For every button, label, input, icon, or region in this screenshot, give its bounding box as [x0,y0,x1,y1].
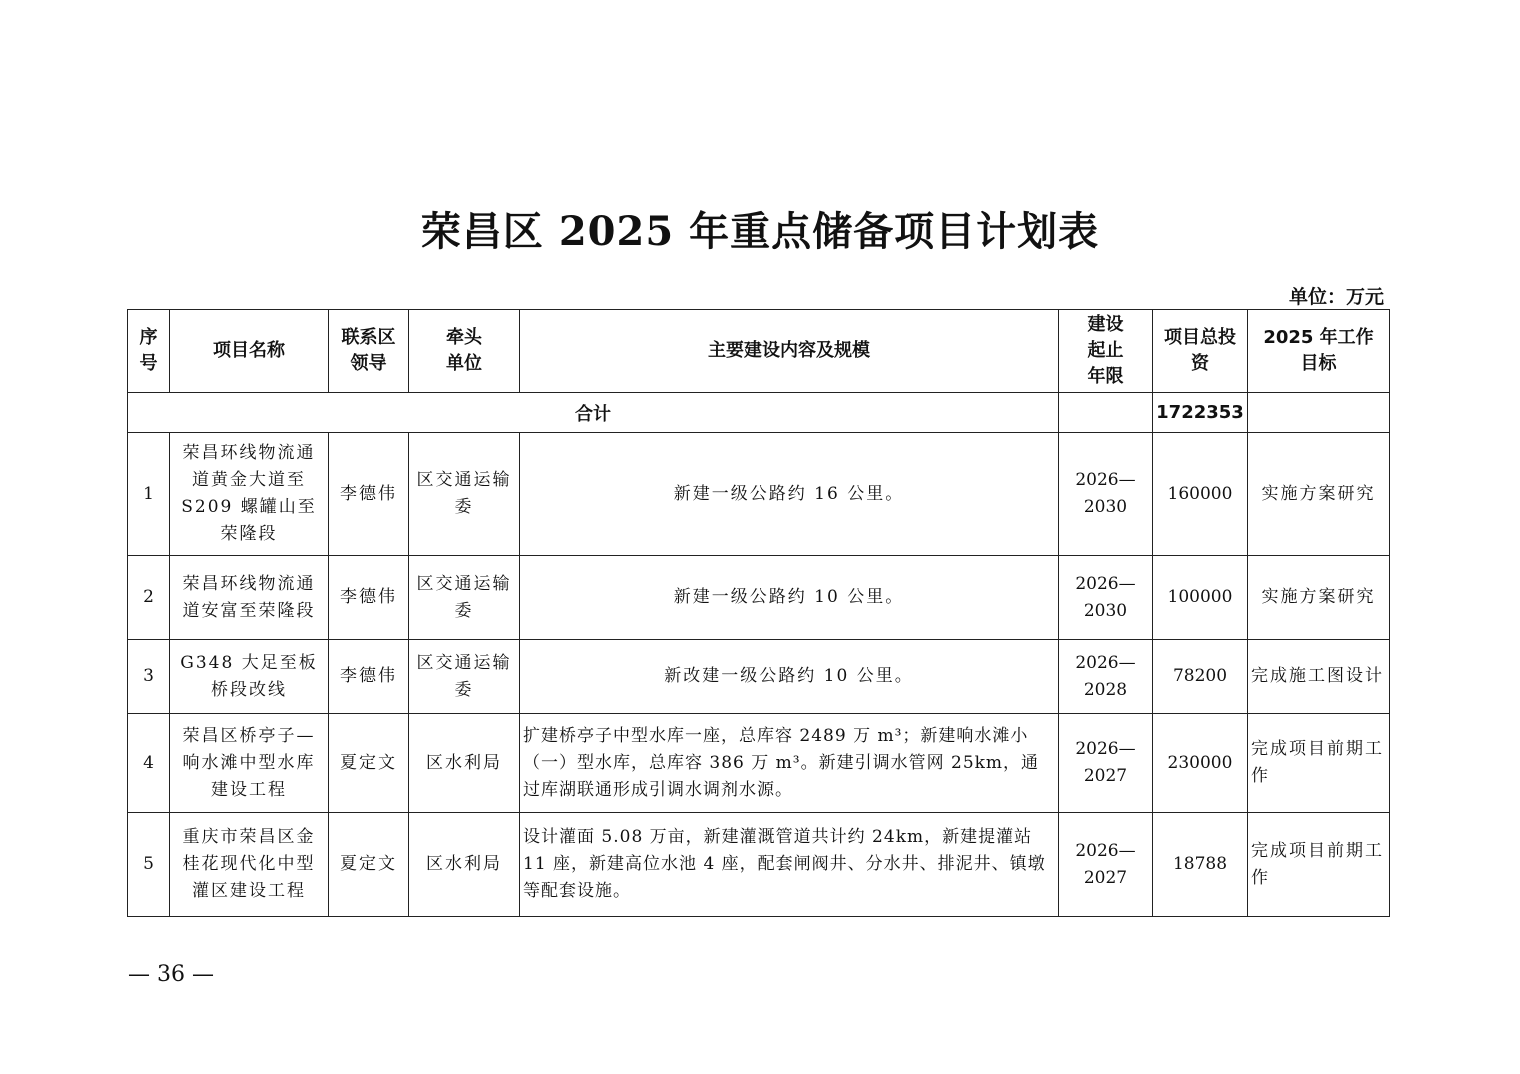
row-content: 新建一级公路约 16 公里。 [520,433,1059,556]
header-name: 项目名称 [170,310,329,393]
row-investment: 230000 [1153,714,1248,813]
row-unit: 区水利局 [409,714,520,813]
page-title: 荣昌区 2025 年重点储备项目计划表 [420,208,1100,255]
row-content: 新改建一级公路约 10 公里。 [520,640,1059,714]
row-leader: 夏定文 [329,813,409,917]
row-name: 荣昌区桥亭子—响水滩中型水库建设工程 [170,714,329,813]
project-plan-table [127,309,1390,917]
unit-label: 单位：万元 [1288,286,1384,308]
row-leader: 李德伟 [329,433,409,556]
header-goal: 2025 年工作目标 [1248,310,1390,393]
table-row [128,813,1390,917]
row-name: 荣昌环线物流通道安富至荣隆段 [170,556,329,640]
row-goal: 实施方案研究 [1248,556,1390,640]
summary-period-empty [1059,393,1153,433]
row-investment: 78200 [1153,640,1248,714]
row-investment: 160000 [1153,433,1248,556]
table-row [128,714,1390,813]
row-name: 荣昌环线物流通道黄金大道至S209 螺罐山至荣隆段 [170,433,329,556]
row-content: 新建一级公路约 10 公里。 [520,556,1059,640]
row-seq: 3 [128,640,170,714]
row-period: 2026—2027 [1059,714,1153,813]
row-unit: 区交通运输委 [409,556,520,640]
row-seq: 4 [128,714,170,813]
summary-goal-empty [1248,393,1390,433]
header-seq: 序号 [128,310,170,393]
row-unit: 区水利局 [409,813,520,917]
row-goal: 完成项目前期工作 [1248,714,1390,813]
row-goal: 完成施工图设计 [1248,640,1390,714]
page-number: — 36 — [128,962,214,987]
row-period: 2026—2028 [1059,640,1153,714]
header-leader: 联系区领导 [329,310,409,393]
row-investment: 100000 [1153,556,1248,640]
summary-total: 1722353 [1153,393,1248,433]
row-unit: 区交通运输委 [409,640,520,714]
table-row [128,640,1390,714]
row-seq: 1 [128,433,170,556]
row-unit: 区交通运输委 [409,433,520,556]
row-goal: 完成项目前期工作 [1248,813,1390,917]
header-row [128,310,1390,393]
row-seq: 2 [128,556,170,640]
row-content: 设计灌面 5.08 万亩，新建灌溉管道共计约 24km，新建提灌站 11 座，新建高位水池 4 座，配套闸阀井、分水井、排泥井、镇墩等配套设施。 [520,813,1059,917]
row-content: 扩建桥亭子中型水库一座，总库容 2489 万 m³；新建响水滩小（一）型水库，总库容 386 万 m³。新建引调水管网 25km，通过库湖联通形成引调水调剂水源。 [520,714,1059,813]
table-row [128,556,1390,640]
row-investment: 18788 [1153,813,1248,917]
header-lead-unit: 牵头单位 [409,310,520,393]
row-name: G348 大足至板桥段改线 [170,640,329,714]
row-leader: 李德伟 [329,556,409,640]
header-period: 建设起止年限 [1059,310,1153,393]
row-name: 重庆市荣昌区金桂花现代化中型灌区建设工程 [170,813,329,917]
row-period: 2026—2027 [1059,813,1153,917]
header-content: 主要建设内容及规模 [520,310,1059,393]
row-period: 2026—2030 [1059,433,1153,556]
row-leader: 夏定文 [329,714,409,813]
table-row [128,433,1390,556]
summary-label: 合计 [128,393,1059,433]
summary-row [128,393,1390,433]
row-seq: 5 [128,813,170,917]
header-investment: 项目总投资 [1153,310,1248,393]
row-goal: 实施方案研究 [1248,433,1390,556]
row-period: 2026—2030 [1059,556,1153,640]
row-leader: 李德伟 [329,640,409,714]
